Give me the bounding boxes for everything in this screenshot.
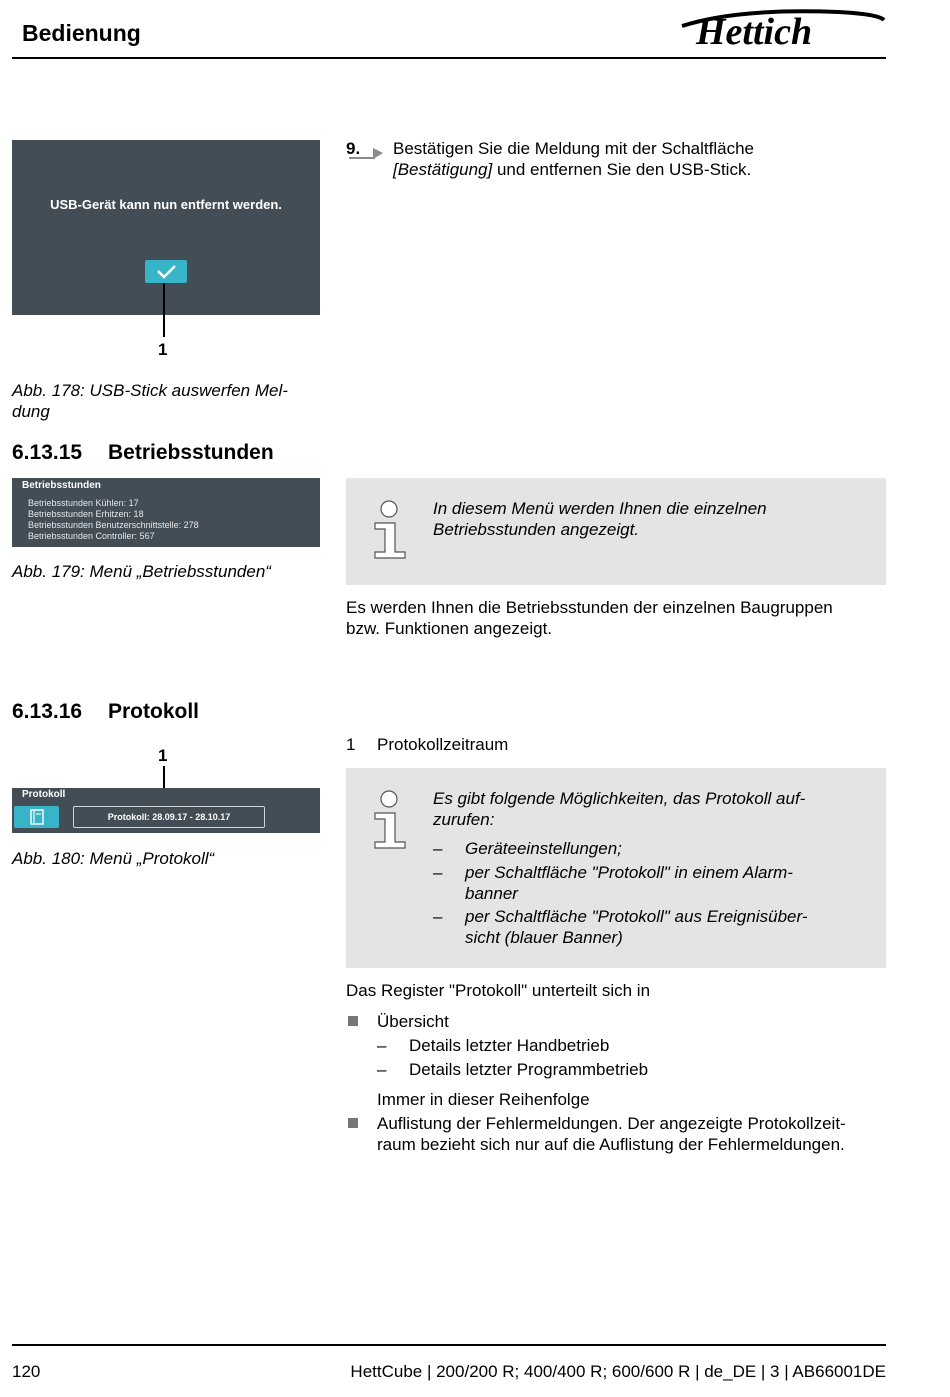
- info-box-protokoll: Es gibt folgende Möglichkeiten, das Protokoll auf- zurufen: – Geräteeinstellungen; – per Schaltfläche "Protokoll" in einem Alarm- banner – per Schaltfläche "Protokoll" aus Ereignisüber- sicht (blauer Banner): [346, 768, 886, 968]
- register-sub-item: – Details letzter Programmbetrieb: [377, 1060, 649, 1079]
- section-heading-protokoll: 6.13.16 Protokoll: [12, 700, 200, 723]
- info-icon: [372, 788, 408, 850]
- info-list-item: – Geräteeinstellungen;: [433, 839, 622, 858]
- protocol-book-button[interactable]: [14, 806, 59, 828]
- legend-number: 1: [346, 735, 356, 754]
- protocol-title: Protokoll: [22, 789, 66, 800]
- step-9-text: Bestätigen Sie die Meldung mit der Schaltfläche [Bestätigung] und entfernen Sie den USB-Stick.: [393, 139, 754, 179]
- operating-hours-row: Betriebsstunden Controller: 567: [28, 531, 155, 541]
- checkmark-icon: [145, 260, 187, 283]
- book-icon: [14, 806, 59, 828]
- operating-hours-screen: [12, 478, 320, 547]
- page-header-title: Bedienung: [22, 20, 141, 46]
- info-list-item: – per Schaltfläche "Protokoll" aus Ereignisüber- sicht (blauer Banner): [433, 907, 808, 947]
- operating-hours-row: Betriebsstunden Kühlen: 17: [28, 498, 139, 508]
- bullet-square-icon: [348, 1016, 358, 1026]
- callout-number-178: 1: [158, 340, 168, 359]
- button-reference: [Bestätigung]: [393, 160, 493, 179]
- confirm-button[interactable]: [145, 260, 187, 283]
- document-reference: HettCube | 200/200 R; 400/400 R; 600/600 R | de_DE | 3 | AB66001DE: [350, 1362, 886, 1381]
- page-number: 120: [12, 1362, 41, 1381]
- legend-text: Protokollzeitraum: [377, 735, 509, 754]
- register-note: Immer in dieser Reihenfolge: [377, 1090, 590, 1109]
- protocol-period-field[interactable]: Protokoll: 28.09.17 - 28.10.17: [73, 806, 265, 828]
- bullet-square-icon: [348, 1118, 358, 1128]
- header-rule: [12, 57, 886, 59]
- register-sub-item: – Details letzter Handbetrieb: [377, 1036, 610, 1055]
- register-intro: Das Register "Protokoll" unterteilt sich in: [346, 981, 651, 1000]
- figure-caption-180: Abb. 180: Menü „Protokoll“: [12, 849, 215, 868]
- section-heading-betriebsstunden: 6.13.15 Betriebsstunden: [12, 441, 274, 464]
- register-bullet-errors: Auflistung der Fehlermeldungen. Der angezeigte Protokollzeit- raum bezieht sich nur auf die Auflistung der Fehlermeldungen.: [377, 1114, 846, 1154]
- step-number: 9.: [346, 139, 361, 158]
- operating-hours-row: Betriebsstunden Benutzerschnittstelle: 278: [28, 520, 199, 530]
- info-list-item: – per Schaltfläche "Protokoll" in einem Alarm- banner: [433, 863, 793, 903]
- paragraph-betriebsstunden: Es werden Ihnen die Betriebsstunden der einzelnen Baugruppen bzw. Funktionen angezeigt.: [346, 598, 833, 638]
- figure-caption-178: Abb. 178: USB-Stick auswerfen Mel- dung: [12, 381, 288, 421]
- protocol-screen: [12, 788, 320, 833]
- footer-rule: [12, 1344, 886, 1346]
- operating-hours-row: Betriebsstunden Erhitzen: 18: [28, 509, 144, 519]
- usb-eject-screen: [12, 140, 320, 315]
- figure-caption-179: Abb. 179: Menü „Betriebsstunden“: [12, 562, 271, 581]
- callout-number-180: 1: [158, 746, 168, 765]
- callout-line-178: [163, 283, 165, 337]
- info-icon: [372, 498, 408, 560]
- step-arrow-icon: [349, 145, 385, 161]
- usb-eject-message: USB-Gerät kann nun entfernt werden.: [50, 197, 282, 212]
- hettich-logo: [678, 4, 888, 48]
- register-bullet-overview: Übersicht: [377, 1012, 449, 1031]
- operating-hours-title: Betriebsstunden: [22, 480, 101, 491]
- info-box-betriebsstunden: In diesem Menü werden Ihnen die einzelnen Betriebsstunden angezeigt.: [346, 478, 886, 585]
- logo-text: Hettich: [696, 11, 813, 48]
